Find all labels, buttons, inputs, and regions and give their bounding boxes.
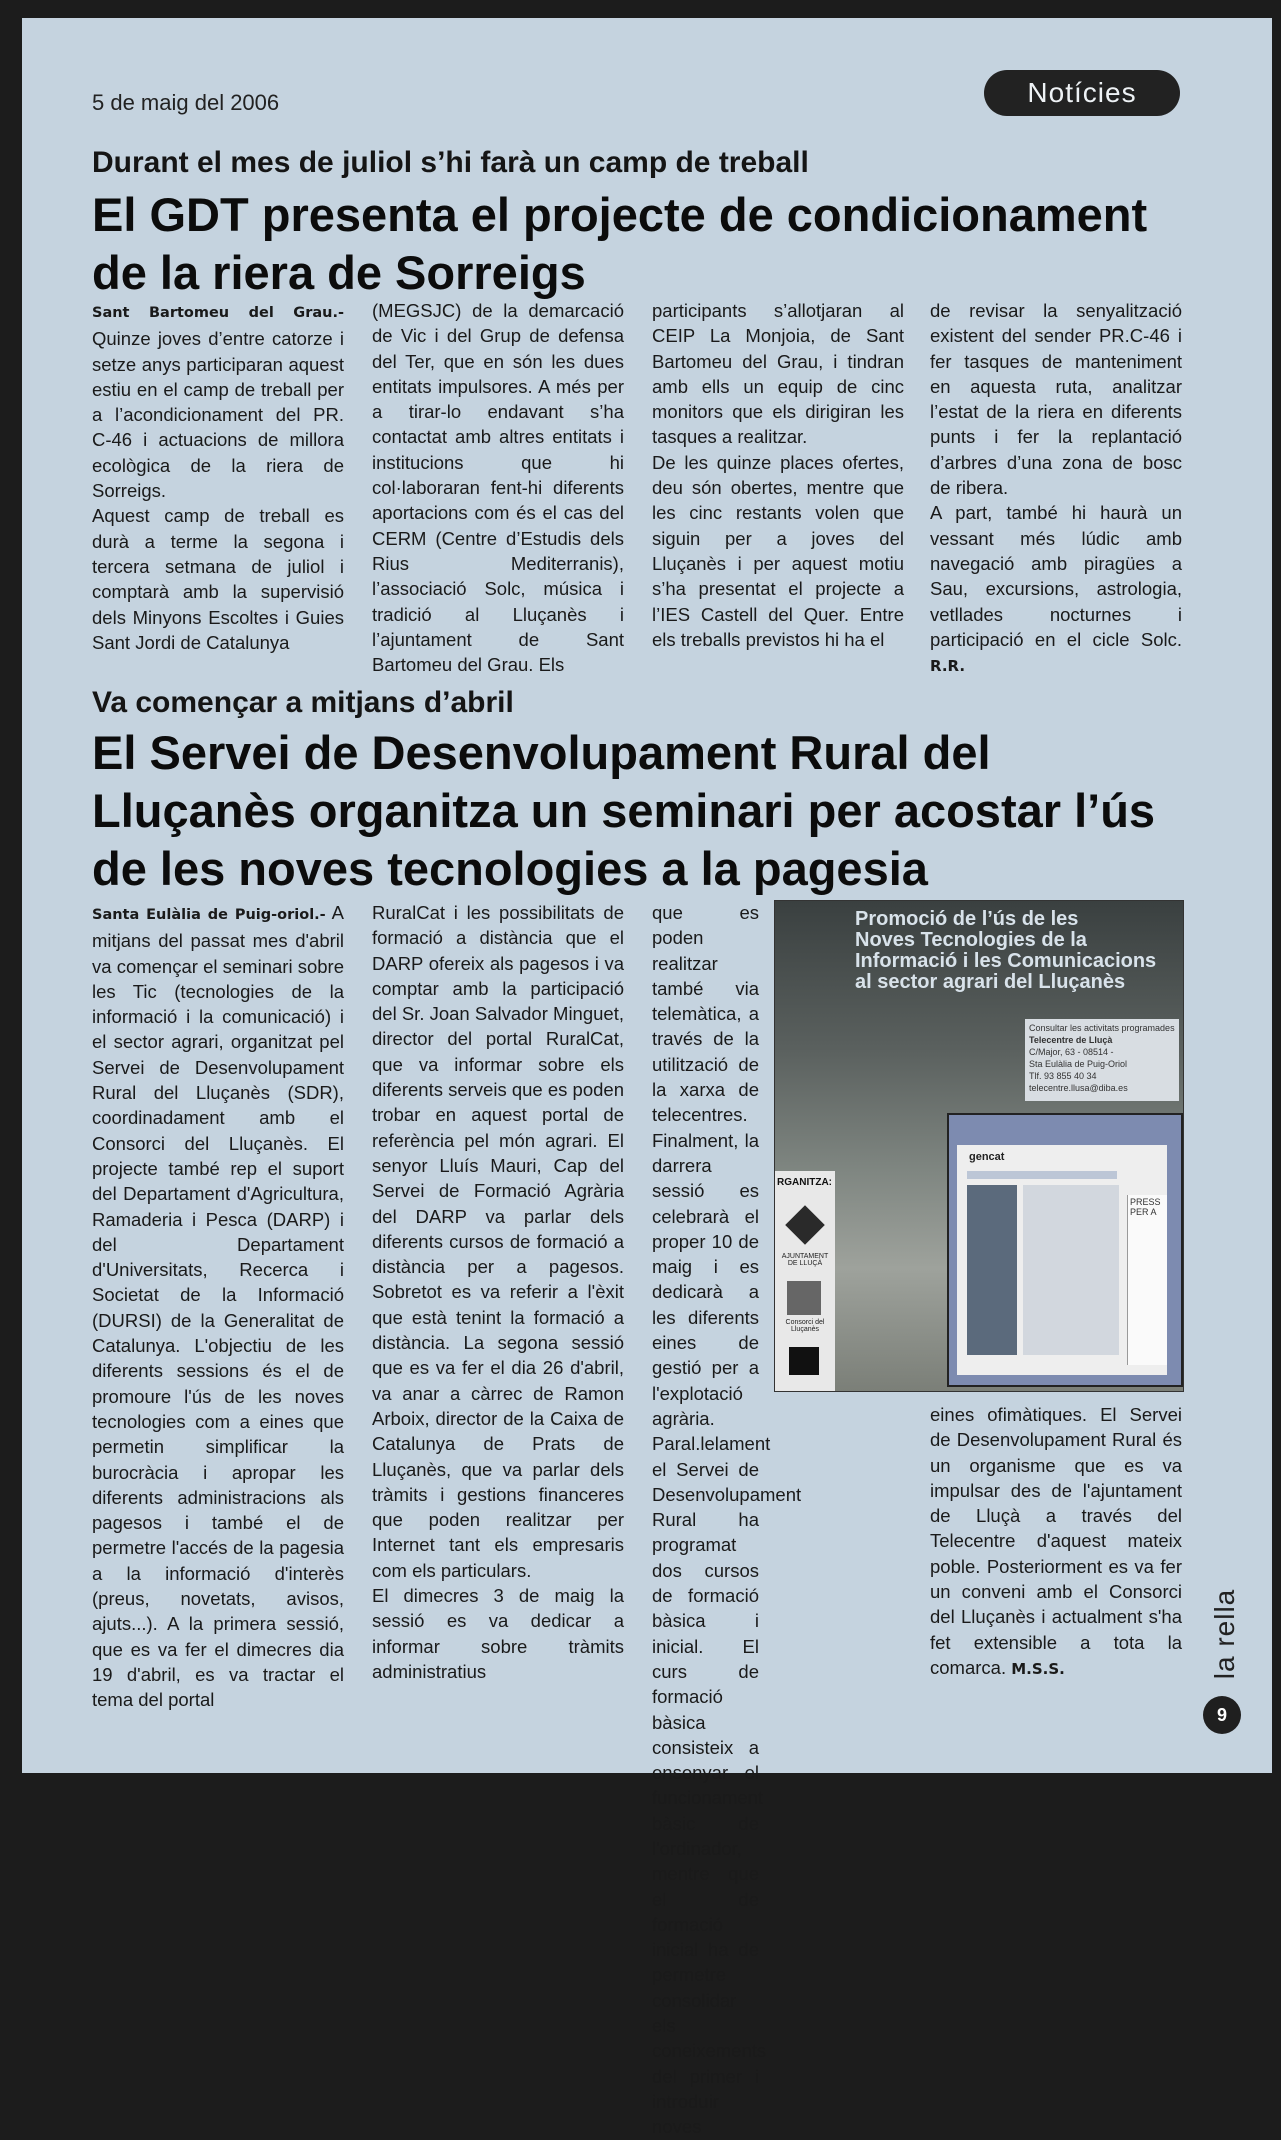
article2-column-4 [930, 1402, 1182, 1682]
screen-toolbar [967, 1171, 1117, 1179]
article2-paragraph: A mitjans del passat mes d'abril va començar el seminari sobre les Tic (tecnologies de la informació i la comunicació) i el sector agrari, organitzat pel Servei de Desenvolupament Rural del Lluçanès (SDR), coordinadament amb el Consorci del Lluçanès. El projecte també rep el suport del Departament d'Agricultura, Ramaderia i Pesca (DARP) i del Departament d'Universitats, Recerca i Societat de la Informació (DURSI) de la Generalitat de Catalunya. L'objectiu de les diferents sessions és el de promoure l'ús de les noves tecnologies com a eines que permetin simplificar la burocràcia i apropar les diferents administracions als pagesos i també el de permetre l'accés de la pagesia a la informació d'interès (preus, novetats, avisos, ajuts...). A la primera sessió, que es va fer el dimecres dia 19 d'abril, es va tractar el tema del portal [92, 902, 344, 1711]
article1-column-1 [92, 298, 344, 655]
poster-title-line: al sector agrari del Lluçanès [855, 971, 1126, 993]
poster-logo-strip [775, 1171, 835, 1391]
article1-paragraph: participants s’allotjaran al CEIP La Monjoia, de Sant Bartomeu del Grau, i tindran amb ells un equip de cinc monitors que els dirigiran les tasques a realitzar. [652, 300, 904, 448]
magazine-name [1205, 1558, 1245, 1718]
article2-byline: Santa Eulàlia de Puig-oriol.- [92, 907, 326, 923]
article1-signature: R.R. [930, 657, 966, 676]
poster-logo2-text: Consorci del Lluçanès [785, 1319, 825, 1333]
poster-title-line: Informació i les Comunicacions [855, 950, 1157, 972]
article2-column-2 [372, 900, 624, 1684]
poster-organitza-label: RGANITZA: [777, 1177, 832, 1188]
article1-paragraph: A part, també hi haurà un vessant més lúdic amb navegació amb piragües a Sau, excursions, astrologia, vetllades nocturnes i participació en el cicle Solc. [930, 502, 1182, 650]
article2-headline-line: de les noves tecnologies a la pagesia [92, 842, 928, 895]
consorci-logo-icon [787, 1281, 821, 1315]
screen-brand: gencat [969, 1151, 1005, 1163]
article2-column-3 [652, 900, 802, 2140]
section-badge: Notícies [984, 70, 1180, 116]
article1-paragraph: de revisar la senyalització existent del sender PR.C-46 i fer tasques de manteniment en aquesta ruta, analitzar l’estat de la riera en diferents punts i fer la replantació d’arbres d’una zona de bosc de ribera. [930, 300, 1182, 499]
article1-paragraph: Aquest camp de treball es durà a terme la segona i tercera setmana de juliol i comptarà amb la supervisió dels Minyons Escoltes i Guies Sant Jordi de Catalunya [92, 505, 344, 653]
article2-column-1 [92, 900, 344, 1713]
poster-info-line: Consultar les activitats programades [1029, 1023, 1175, 1033]
article2-headline-line: Lluçanès organitza un seminari per acostar l’ús [92, 784, 1156, 837]
newspaper-page [22, 18, 1272, 2138]
article1-column-4 [930, 298, 1182, 679]
article1-headline-line: de la riera de Sorreigs [92, 246, 586, 299]
poster-logo1-text: AJUNTAMENT DE LLUÇÀ [781, 1253, 829, 1267]
screen-sidebar [967, 1185, 1017, 1355]
screen-document: PRESS PER A [1127, 1195, 1167, 1365]
article2-subheading: Va començar a mitjans d’abril [92, 686, 514, 719]
poster-info-line: C/Major, 63 - 08514 - [1029, 1047, 1114, 1057]
monitor-screen [957, 1145, 1167, 1375]
generalitat-logo-icon [789, 1347, 819, 1375]
poster-info-line: Sta Eulàlia de Puig-Oriol [1029, 1059, 1128, 1069]
article1-column-3 [652, 298, 904, 652]
computer-monitor [947, 1113, 1183, 1387]
article1-byline: Sant Bartomeu del Grau.- [92, 305, 344, 321]
screen-content [1023, 1185, 1119, 1355]
article1-column-2 [372, 298, 624, 677]
poster-title [855, 909, 1175, 993]
seminar-poster-photo [774, 900, 1184, 1392]
article2-signature: M.S.S. [1011, 1659, 1065, 1678]
article1-subheading: Durant el mes de juliol s’hi farà un camp de treball [92, 146, 809, 179]
article1-paragraph: (MEGSJC) de la demarcació de Vic i del Grup de defensa del Ter, que en són les dues entitats impulsores. A més per a tirar-lo endavant s’ha contactat amb altres entitats i institucions que hi col·laboraran fent-hi diferents aportacions com és el cas del CERM (Centre d’Estudis dels Rius Mediterranis), l’associació Solc, música i tradició al Lluçanès i l’ajuntament de Sant Bartomeu del Grau. Els [372, 300, 624, 676]
magazine-title: la rella [1209, 1588, 1240, 1680]
poster-info-line: Telecentre de Lluçà [1029, 1035, 1113, 1045]
poster-title-line: Promoció de l’ús de les [855, 908, 1079, 930]
poster-info-box [1025, 1019, 1179, 1101]
article2-headline [92, 724, 1232, 898]
page-number: 9 [1203, 1696, 1241, 1734]
article2-paragraph: El dimecres 3 de maig la sessió es va dedicar a informar sobre tràmits administratius [372, 1585, 624, 1682]
lluca-shield-icon [785, 1205, 825, 1245]
article2-paragraph: eines ofimàtiques. El Servei de Desenvolupament Rural és un organisme que es va impulsar des de l'ajuntament de Lluçà a través del Telecentre d'aquest mateix poble. Posteriorment es va fer un conveni amb el Consorci del Lluçanès i actualment s'ha fet extensible a tota la comarca. [930, 1404, 1182, 1678]
poster-title-line: Noves Tecnologies de la [855, 929, 1087, 951]
poster-info-line: telecentre.llusa@diba.es [1029, 1083, 1128, 1093]
article2-paragraph: que es poden realitzar també via telemàtica, a través de la utilització de la xarxa de telecentres. Finalment, la darrera sessió es celebrarà el proper 10 de maig i es dedicarà a les diferents eines de gestió per a l'explotació agrària. Paral.lelament el Servei de Desenvolupament Rural ha programat dos cursos de formació bàsica i inicial. El curs de formació bàsica consisteix a ensenyar el funcionament bàsic de l'ordinador, mentre que el de formació inicial ha de permetre consolidar els coneixements del primer i introduir noves [652, 902, 802, 2138]
article2-headline-line: El Servei de Desenvolupament Rural del [92, 726, 991, 779]
issue-date: 5 de maig del 2006 [92, 90, 280, 115]
article1-paragraph: De les quinze places ofertes, deu són obertes, mentre que les cinc restants volen que siguin per a joves del Lluçanès i per aquest motiu s’ha presentat el projecte a l’IES Castell del Quer. Entre els treballs previstos hi ha el [652, 451, 904, 650]
article1-headline-line: El GDT presenta el projecte de condicionament [92, 188, 1148, 241]
article1-headline [92, 186, 1212, 302]
article1-paragraph: Quinze joves d’entre catorze i setze anys participaran aquest estiu en el camp de treball per a l’acondicionament del PR. C-46 i actuacions de millora ecològica de la riera de Sorreigs. [92, 328, 344, 502]
article2-paragraph: RuralCat i les possibilitats de formació a distància que el DARP ofereix als pagesos i va comptar amb la participació del Sr. Joan Salvador Minguet, director del portal RuralCat, que va informar sobre els diferents serveis que es poden trobar en aquest portal de referència pel món agrari. El senyor Lluís Mauri, Cap del Servei de Formació Agrària del DARP va parlar dels diferents cursos de formació a distància per a pagesos. Sobretot es va referir a l'èxit que està tenint la formació a distància. La segona sessió que es va fer el dia 26 d'abril, va anar a càrrec de Ramon Arboix, director de la Caixa de Catalunya de Prats de Lluçanès, que va parlar dels tràmits i gestions financeres que poden realitzar per Internet tant els empresaris com els particulars. [372, 902, 624, 1581]
poster-info-line: Tlf. 93 855 40 34 [1029, 1071, 1097, 1081]
